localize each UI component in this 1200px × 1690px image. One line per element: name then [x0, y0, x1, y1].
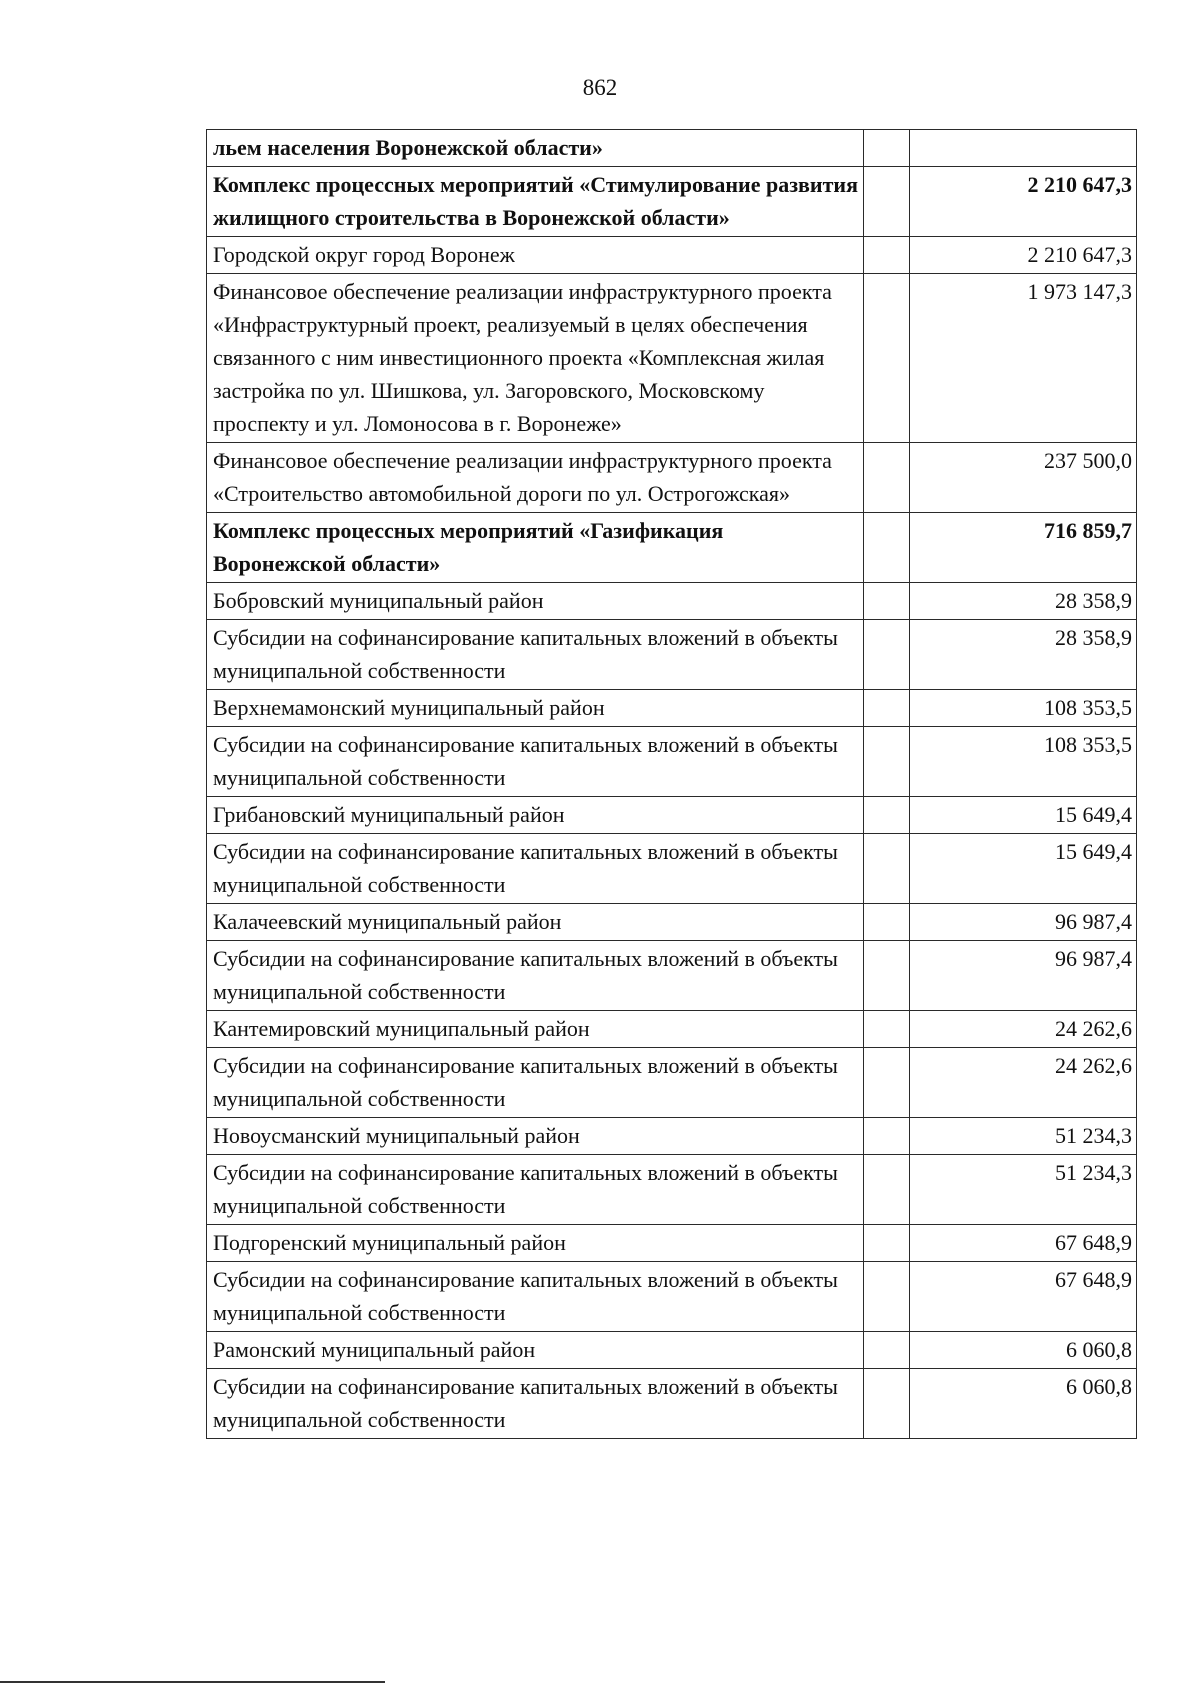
row-name-cell: Субсидии на софинансирование капитальных вложений в объекты муниципальной собственности [207, 620, 864, 690]
row-empty-cell [864, 237, 910, 274]
row-name-cell: Калачеевский муниципальный район [207, 904, 864, 941]
row-amount-cell: 15 649,4 [910, 834, 1137, 904]
row-name-cell: льем населения Воронежской области» [207, 130, 864, 167]
row-empty-cell [864, 797, 910, 834]
row-empty-cell [864, 274, 910, 443]
table-row [207, 583, 1137, 620]
row-empty-cell [864, 1262, 910, 1332]
row-amount-cell: 2 210 647,3 [910, 237, 1137, 274]
row-empty-cell [864, 620, 910, 690]
row-amount-cell: 51 234,3 [910, 1155, 1137, 1225]
row-amount-cell: 108 353,5 [910, 690, 1137, 727]
row-amount-cell: 67 648,9 [910, 1262, 1137, 1332]
row-amount-cell: 716 859,7 [910, 513, 1137, 583]
row-name-cell: Комплекс процессных мероприятий «Стимулирование развития жилищного строительства в Воронежской области» [207, 167, 864, 237]
table-row [207, 1332, 1137, 1369]
row-name-cell: Субсидии на софинансирование капитальных вложений в объекты муниципальной собственности [207, 1155, 864, 1225]
table-row [207, 904, 1137, 941]
row-amount-cell: 51 234,3 [910, 1118, 1137, 1155]
table-row [207, 834, 1137, 904]
page-number: 862 [582, 75, 618, 100]
table-row [207, 237, 1137, 274]
row-empty-cell [864, 1155, 910, 1225]
table-row [207, 1011, 1137, 1048]
row-amount-cell: 67 648,9 [910, 1225, 1137, 1262]
table-row [207, 690, 1137, 727]
row-amount-cell: 6 060,8 [910, 1332, 1137, 1369]
row-amount-cell: 24 262,6 [910, 1048, 1137, 1118]
row-amount-cell: 28 358,9 [910, 583, 1137, 620]
row-empty-cell [864, 443, 910, 513]
row-empty-cell [864, 1048, 910, 1118]
row-name-cell: Бобровский муниципальный район [207, 583, 864, 620]
row-empty-cell [864, 690, 910, 727]
row-empty-cell [864, 1225, 910, 1262]
table-row [207, 513, 1137, 583]
footer-rule [0, 1681, 385, 1683]
row-empty-cell [864, 1369, 910, 1439]
row-name-cell: Кантемировский муниципальный район [207, 1011, 864, 1048]
row-name-cell: Субсидии на софинансирование капитальных вложений в объекты муниципальной собственности [207, 941, 864, 1011]
row-empty-cell [864, 941, 910, 1011]
row-empty-cell [864, 1011, 910, 1048]
table-row [207, 1048, 1137, 1118]
budget-table-body [207, 130, 1137, 1439]
row-name-cell: Грибановский муниципальный район [207, 797, 864, 834]
row-empty-cell [864, 130, 910, 167]
row-amount-cell: 96 987,4 [910, 941, 1137, 1011]
row-name-cell: Финансовое обеспечение реализации инфраструктурного проекта «Инфраструктурный проект, реализуемый в целях обеспечения связанного с ним инвестиционного проекта «Комплексная жилая застройка по ул. Шишкова, ул. Загоровского, Московскому проспекту и ул. Ломоносова в г. Воронеже» [207, 274, 864, 443]
row-name-cell: Верхнемамонский муниципальный район [207, 690, 864, 727]
row-empty-cell [864, 513, 910, 583]
row-empty-cell [864, 167, 910, 237]
row-name-cell: Субсидии на софинансирование капитальных вложений в объекты муниципальной собственности [207, 1369, 864, 1439]
row-empty-cell [864, 904, 910, 941]
row-name-cell: Рамонский муниципальный район [207, 1332, 864, 1369]
table-row [207, 1118, 1137, 1155]
row-name-cell: Субсидии на софинансирование капитальных вложений в объекты муниципальной собственности [207, 727, 864, 797]
row-name-cell: Комплекс процессных мероприятий «Газификация Воронежской области» [207, 513, 864, 583]
table-row [207, 941, 1137, 1011]
table-row [207, 167, 1137, 237]
row-amount-cell: 2 210 647,3 [910, 167, 1137, 237]
table-row [207, 130, 1137, 167]
table-row [207, 443, 1137, 513]
row-name-cell: Новоусманский муниципальный район [207, 1118, 864, 1155]
row-name-cell: Городской округ город Воронеж [207, 237, 864, 274]
table-row [207, 727, 1137, 797]
row-empty-cell [864, 583, 910, 620]
row-name-cell: Субсидии на софинансирование капитальных вложений в объекты муниципальной собственности [207, 1048, 864, 1118]
table-row [207, 620, 1137, 690]
table-row [207, 1262, 1137, 1332]
table-row [207, 1155, 1137, 1225]
row-amount-cell: 1 973 147,3 [910, 274, 1137, 443]
table-row [207, 274, 1137, 443]
row-empty-cell [864, 1118, 910, 1155]
row-amount-cell: 108 353,5 [910, 727, 1137, 797]
row-amount-cell [910, 130, 1137, 167]
row-name-cell: Подгоренский муниципальный район [207, 1225, 864, 1262]
row-amount-cell: 15 649,4 [910, 797, 1137, 834]
row-amount-cell: 24 262,6 [910, 1011, 1137, 1048]
budget-table [206, 129, 1137, 1439]
table-row [207, 797, 1137, 834]
row-empty-cell [864, 1332, 910, 1369]
row-amount-cell: 6 060,8 [910, 1369, 1137, 1439]
row-amount-cell: 237 500,0 [910, 443, 1137, 513]
row-empty-cell [864, 834, 910, 904]
table-row [207, 1225, 1137, 1262]
table-row [207, 1369, 1137, 1439]
row-empty-cell [864, 727, 910, 797]
row-name-cell: Субсидии на софинансирование капитальных вложений в объекты муниципальной собственности [207, 1262, 864, 1332]
row-amount-cell: 96 987,4 [910, 904, 1137, 941]
row-name-cell: Субсидии на софинансирование капитальных вложений в объекты муниципальной собственности [207, 834, 864, 904]
row-amount-cell: 28 358,9 [910, 620, 1137, 690]
row-name-cell: Финансовое обеспечение реализации инфраструктурного проекта «Строительство автомобильной дороги по ул. Острогожская» [207, 443, 864, 513]
